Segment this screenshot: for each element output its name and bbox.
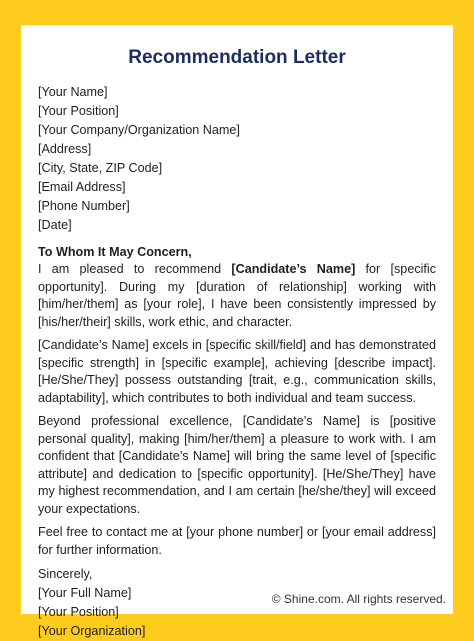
- sender-email: [Email Address]: [38, 180, 126, 194]
- paragraph-personal: Beyond professional excellence, [Candidate’s Name] is [positive personal quality], making [him/her/them] a pleasure to work with. I am confident that [Candidate’s Name] will bring the same level of [specific attribute] and dedication to [specific opportunity]. [He/She/They] have my highest recommendation, and I am certain [he/she/they] will exceed your expectations.: [38, 414, 436, 516]
- sender-phone: [Phone Number]: [38, 199, 130, 213]
- sender-date: [Date]: [38, 218, 72, 232]
- sender-city-state-zip: [City, State, ZIP Code]: [38, 161, 163, 175]
- paragraph-intro-end: for [specific opportunity]. During my [duration of relationship] working with [him/her/them] as [your role], I have been consistently impressed by [his/her/their] skills, work ethic, and character.: [38, 262, 437, 329]
- closing-full-name: [Your Full Name]: [38, 586, 132, 600]
- candidate-name-bold: [Candidate’s Name]: [231, 262, 356, 276]
- closing-position: [Your Position]: [38, 605, 119, 619]
- copyright-footer: © Shine.com. All rights reserved.: [271, 592, 446, 606]
- sender-company: [Your Company/Organization Name]: [38, 123, 240, 137]
- closing-organization: [Your Organization]: [38, 624, 146, 638]
- paragraph-intro: [38, 261, 436, 331]
- page-title: Recommendation Letter: [128, 47, 346, 68]
- sender-name: [Your Name]: [38, 85, 108, 99]
- sender-position: [Your Position]: [38, 104, 119, 118]
- closing-sincerely: Sincerely,: [38, 567, 93, 581]
- sender-block: [38, 83, 436, 235]
- sender-address: [Address]: [38, 142, 92, 156]
- paragraph-skills: [Candidate’s Name] excels in [specific skill/field] and has demonstrated [specific strength] in [specific example], achieving [describe impact]. [He/She/They] possess outstanding [trait, e.g., communication skills, adaptability], which contributes to both individual and team success.: [38, 338, 436, 405]
- letter-page: [21, 25, 453, 638]
- salutation: To Whom It May Concern,: [38, 245, 192, 259]
- paragraph-contact: Feel free to contact me at [your phone number] or [your email address] for further information.: [38, 525, 436, 557]
- paragraph-intro-start: I am pleased to recommend: [38, 262, 232, 276]
